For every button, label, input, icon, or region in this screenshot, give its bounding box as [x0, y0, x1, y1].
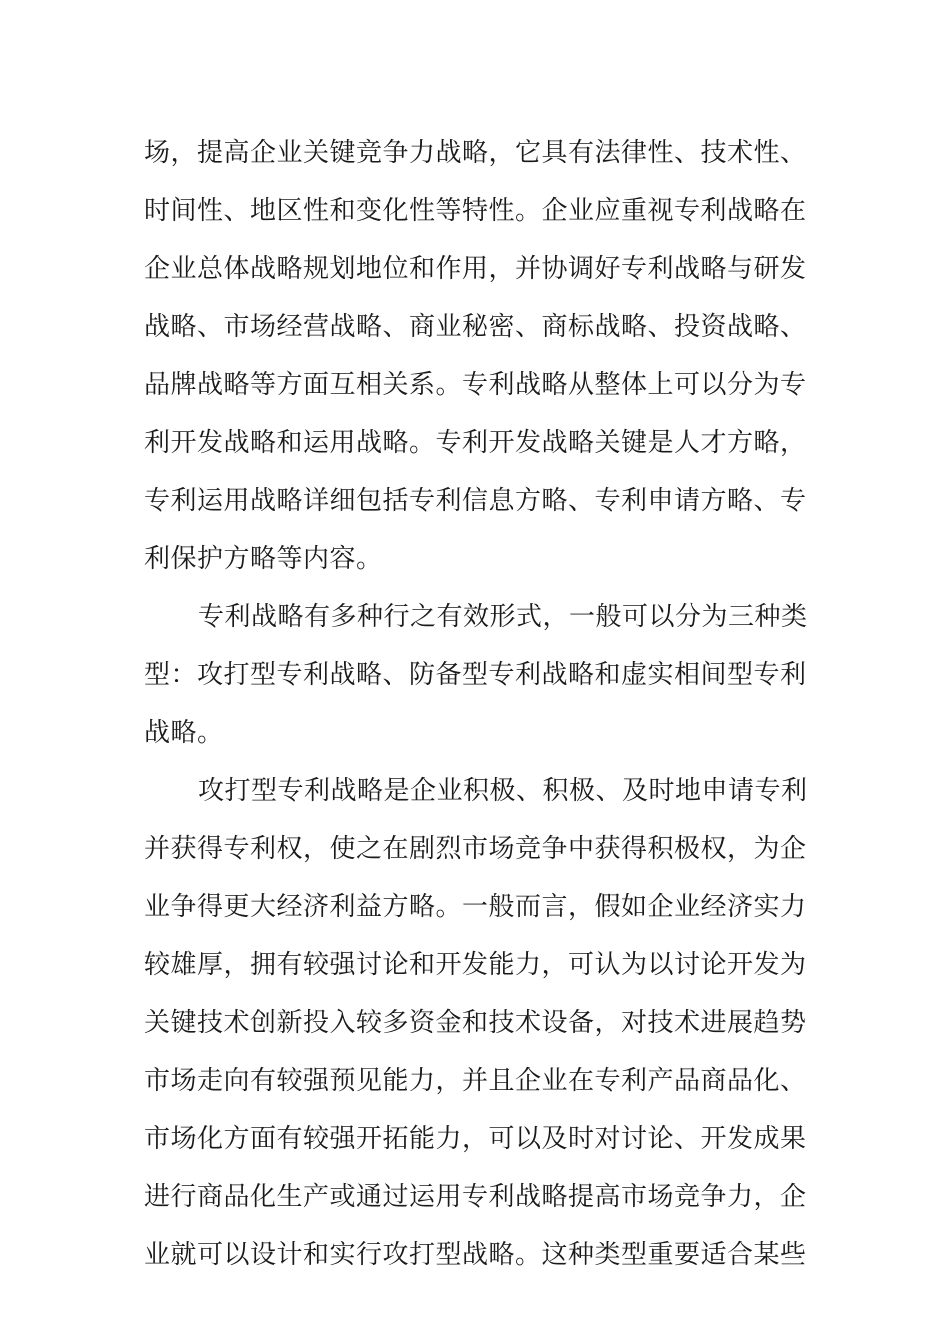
text-line: 利开发战略和运用战略。专利开发战略关键是人才方略， — [144, 428, 807, 458]
text-line: 并获得专利权，使之在剧烈市场竞争中获得积极权，为企 — [144, 834, 807, 864]
text-line: 场，提高企业关键竞争力战略，它具有法律性、技术性、 — [144, 138, 807, 168]
text-line: 关键技术创新投入较多资金和技术设备，对技术进展趋势 — [144, 1008, 807, 1038]
text-line: 战略。 — [144, 718, 224, 748]
text-line: 型：攻打型专利战略、防备型专利战略和虚实相间型专利 — [144, 660, 807, 690]
text-line: 进行商品化生产或通过运用专利战略提高市场竞争力，企 — [144, 1182, 807, 1212]
text-line: 品牌战略等方面互相关系。专利战略从整体上可以分为专 — [144, 370, 807, 400]
text-line: 专利运用战略详细包括专利信息方略、专利申请方略、专 — [144, 486, 807, 516]
text-line: 较雄厚，拥有较强讨论和开发能力，可认为以讨论开发为 — [144, 950, 807, 980]
text-line: 市场化方面有较强开拓能力，可以及时对讨论、开发成果 — [144, 1124, 807, 1154]
text-line: 专利战略有多种行之有效形式，一般可以分为三种类 — [198, 602, 808, 632]
paragraph-3 — [144, 762, 814, 1284]
text-line: 利保护方略等内容。 — [144, 544, 383, 574]
text-line: 业就可以设计和实行攻打型战略。这种类型重要适合某些 — [144, 1240, 807, 1270]
text-line: 攻打型专利战略是企业积极、积极、及时地申请专利 — [198, 776, 808, 806]
text-line: 市场走向有较强预见能力，并且企业在专利产品商品化、 — [144, 1066, 807, 1096]
text-line: 战略、市场经营战略、商业秘密、商标战略、投资战略、 — [144, 312, 807, 342]
document-body — [144, 124, 814, 1284]
paragraph-2 — [144, 588, 814, 762]
text-line: 企业总体战略规划地位和作用，并协调好专利战略与研发 — [144, 254, 807, 284]
text-line: 业争得更大经济利益方略。一般而言，假如企业经济实力 — [144, 892, 807, 922]
text-line: 时间性、地区性和变化性等特性。企业应重视专利战略在 — [144, 196, 807, 226]
paragraph-1 — [144, 124, 814, 588]
